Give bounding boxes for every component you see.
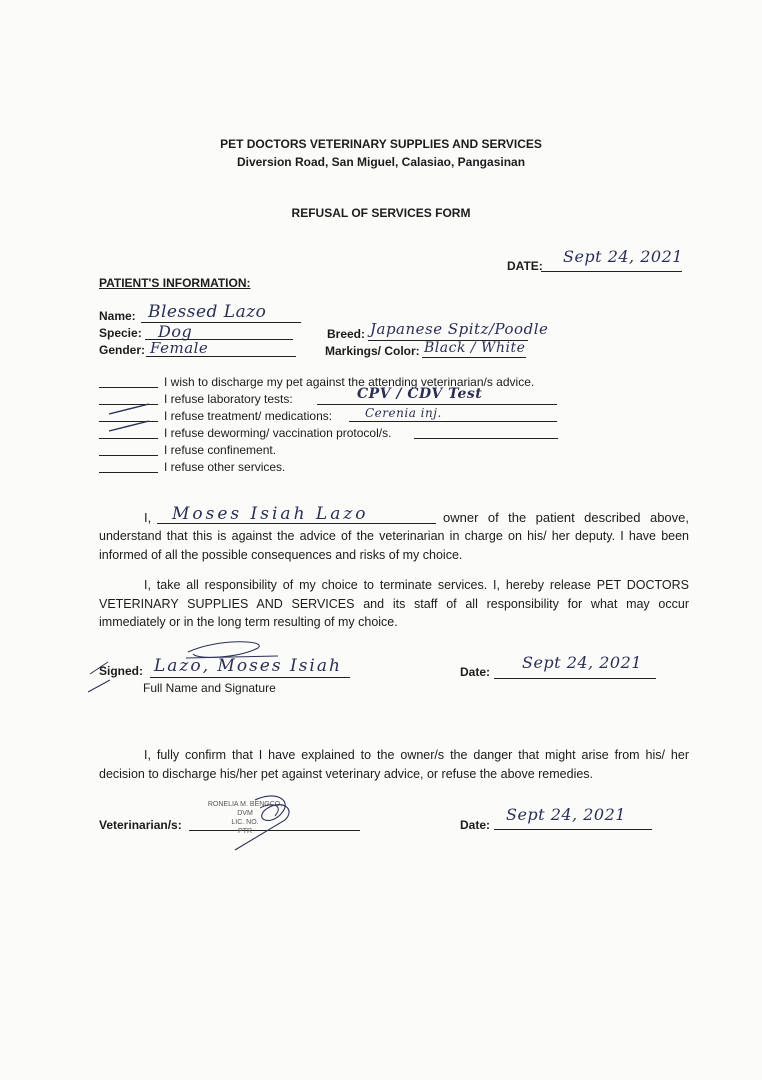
option-label: I wish to discharge my pet against the attending veterinarian/s advice. [164, 375, 535, 389]
signed-sublabel: Full Name and Signature [143, 681, 276, 695]
option-blank[interactable] [99, 455, 158, 456]
owner-prefix: I, [144, 510, 152, 525]
date-line [541, 271, 682, 272]
vet-confirm-text: I, fully confirm that I have explained to the owner/s the danger that might arise from his/ her decision to discharge his/her pet against veterinary advice, or refuse the above remedies. [99, 748, 689, 781]
option-fill-value[interactable]: Cerenia inj. [365, 406, 442, 420]
statement-text-2: I, take all responsibility of my choice to terminate services. I, hereby release PET DOCTORS VETERINARY SUPPLIES AND SERVICES and its staff of all responsibility for what may occur immediately or in the long term resulting of my choice. [99, 578, 689, 629]
name-value[interactable]: Blessed Lazo [148, 302, 267, 322]
option-blank[interactable] [99, 421, 158, 422]
patient-info-heading: PATIENT'S INFORMATION: [99, 276, 251, 290]
vet-label: Veterinarian/s: [99, 818, 182, 832]
date-label: DATE: [507, 259, 543, 273]
markings-line [422, 357, 526, 358]
breed-label: Breed: [327, 327, 366, 341]
option-blank[interactable] [99, 438, 158, 439]
option-label: I refuse deworming/ vaccination protocol/s. [164, 426, 392, 440]
specie-value[interactable]: Dog [158, 322, 193, 341]
name-label: Name: [99, 309, 136, 323]
gender-label: Gender: [99, 343, 146, 357]
vet-date-value[interactable]: Sept 24, 2021 [506, 805, 626, 824]
option-label: I refuse other services. [164, 460, 286, 474]
form-title: REFUSAL OF SERVICES FORM [291, 206, 471, 220]
option-label: I refuse confinement. [164, 443, 277, 457]
specie-label: Specie: [99, 326, 142, 340]
option-blank[interactable] [99, 472, 158, 473]
signed-label: Signed: [99, 664, 143, 678]
option-blank[interactable] [99, 387, 158, 388]
vet-date-label: Date: [460, 818, 491, 832]
vet-stamp-name: RONELIA M. BENGCO, DVM [207, 801, 283, 817]
option-fill-value[interactable]: CPV / CDV Test [357, 386, 483, 402]
signed-value[interactable]: Lazo, Moses Isiah [154, 656, 342, 676]
statement-text-1: understand that this is against the advice of the veterinarian in charge on his/ her deputy. I have been informed of all the possible consequences and risks of my choice. [99, 529, 689, 562]
vet-date-line [494, 829, 652, 830]
option-fill-line [349, 421, 557, 422]
org-name: PET DOCTORS VETERINARY SUPPLIES AND SERVICES [220, 137, 542, 151]
option-label: I refuse laboratory tests: [164, 392, 293, 406]
vet-signature [225, 790, 305, 855]
breed-value[interactable]: Japanese Spitz/Poodle [370, 320, 549, 338]
owner-name-value[interactable]: Moses Isiah Lazo [172, 504, 369, 524]
markings-value[interactable]: Black / White [424, 340, 526, 356]
option-fill-line [414, 438, 558, 439]
option-label: I refuse treatment/ medications: [164, 409, 333, 423]
vet-stamp-license: LIC. NO. [231, 819, 259, 826]
check-mark-icon [105, 402, 155, 416]
signed-date-line [494, 678, 656, 679]
date-value[interactable]: Sept 24, 2021 [563, 247, 683, 266]
option-fill-line [317, 404, 557, 405]
markings-label: Markings/ Color: [325, 344, 420, 358]
signed-date-value[interactable]: Sept 24, 2021 [522, 653, 642, 672]
vet-stamp-ptr: PTR [238, 828, 252, 835]
check-mark-icon [105, 419, 155, 433]
option-blank[interactable] [99, 404, 158, 405]
gender-value[interactable]: Female [150, 339, 209, 357]
signed-date-label: Date: [460, 665, 491, 679]
owner-suffix: owner of the patient described above, [443, 510, 689, 525]
org-address: Diversion Road, San Miguel, Calasiao, Pangasinan [236, 155, 526, 169]
